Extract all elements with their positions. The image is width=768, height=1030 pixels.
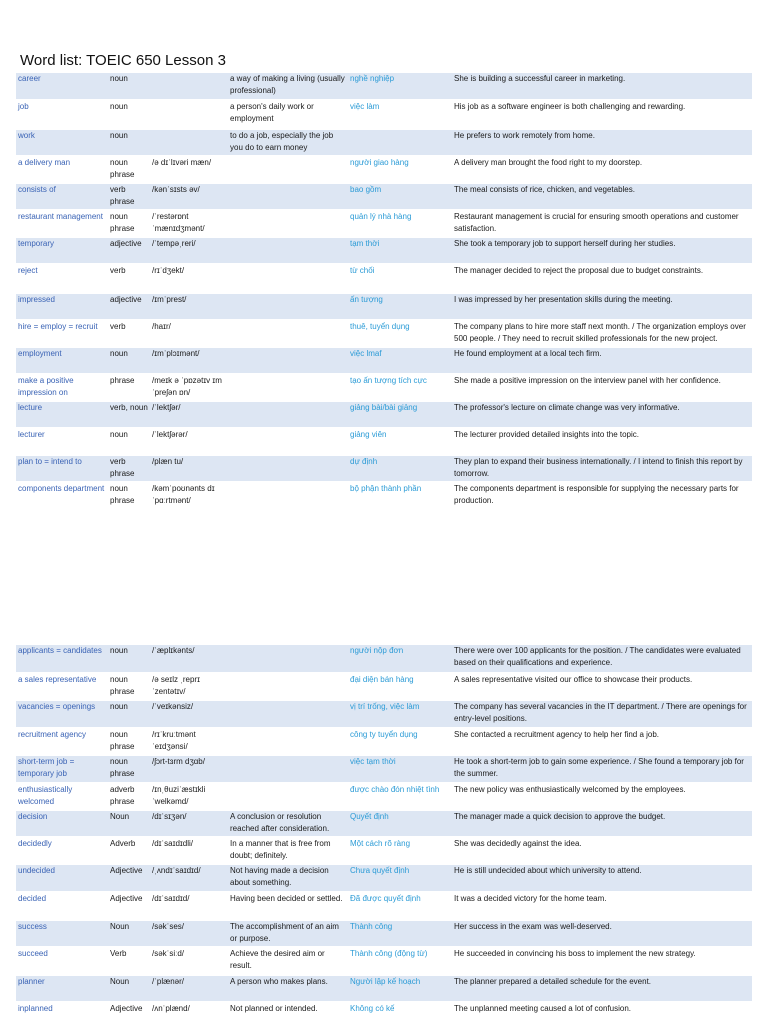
vocab-definition: A person who makes plans. [228, 975, 348, 1002]
vocab-vietnamese: thuê, tuyển dụng [348, 320, 452, 347]
vocab-pos-ipa [108, 864, 228, 892]
phonetic-transcription: /səkˈsiːd/ [152, 949, 185, 958]
vocab-word: decision [16, 810, 108, 837]
vocab-row [16, 156, 752, 183]
vocab-example: Her success in the exam was well-deserved. [452, 920, 752, 947]
vocab-word: impressed [16, 293, 108, 320]
vocab-pos-ipa [108, 482, 228, 512]
part-of-speech: noun [110, 702, 128, 711]
part-of-speech: noun [110, 430, 128, 439]
vocab-pos-ipa [108, 156, 228, 183]
vocab-definition: A conclusion or resolution reached after consideration. [228, 810, 348, 837]
vocab-definition [228, 347, 348, 374]
vocab-pos-ipa [108, 892, 228, 920]
vocab-pos-ipa [108, 947, 228, 975]
vocab-example: There were over 100 applicants for the position. / The candidates were evaluated based on their qualifications and experience. [452, 645, 752, 673]
vocab-row [16, 783, 752, 810]
vocab-definition: a person's daily work or employment [228, 100, 348, 129]
phonetic-transcription: /ʃɔrt-tɜrm dʒɑb/ [152, 757, 205, 766]
vocab-word: enthusiastically welcomed [16, 783, 108, 810]
vocab-definition: Achieve the desired aim or result. [228, 947, 348, 975]
vocab-definition [228, 755, 348, 783]
vocab-row [16, 455, 752, 482]
part-of-speech: Adjective [110, 894, 143, 903]
vocab-definition [228, 374, 348, 401]
vocab-example: A delivery man brought the food right to my doorstep. [452, 156, 752, 183]
vocab-row [16, 374, 752, 401]
phonetic-transcription: /ˈlektʃər/ [152, 403, 181, 412]
part-of-speech: noun [110, 349, 128, 358]
vocab-vietnamese: được chào đón nhiệt tình [348, 783, 452, 810]
vocab-row [16, 237, 752, 264]
vocab-vietnamese: người nộp đơn [348, 645, 452, 673]
part-of-speech: adjective [110, 239, 142, 248]
vocabulary-table-2 [16, 645, 752, 1030]
phonetic-transcription: /kənˈsɪsts əv/ [152, 185, 200, 194]
vocab-vietnamese: việc tạm thời [348, 755, 452, 783]
part-of-speech: Adjective [110, 866, 143, 875]
vocab-row [16, 100, 752, 129]
phonetic-transcription: /ə seɪlz ˌreprɪˈzentətɪv/ [152, 675, 200, 696]
vocabulary-table-1 [16, 73, 752, 513]
phonetic-transcription: /dɪˈsɪʒən/ [152, 812, 187, 821]
vocab-definition [228, 156, 348, 183]
vocab-example: I was impressed by her presentation skills during the meeting. [452, 293, 752, 320]
vocab-example: He succeeded in convincing his boss to implement the new strategy. [452, 947, 752, 975]
part-of-speech: adverb phrase [110, 785, 135, 806]
vocab-definition [228, 428, 348, 455]
vocab-vietnamese: việc lmaf [348, 347, 452, 374]
phonetic-transcription: /dɪˈsaɪdɪdli/ [152, 839, 194, 848]
vocab-pos-ipa [108, 237, 228, 264]
vocab-pos-ipa [108, 837, 228, 864]
phonetic-transcription: /ʌnˈplænd/ [152, 1004, 190, 1013]
vocab-pos-ipa [108, 293, 228, 320]
phonetic-transcription [148, 101, 228, 113]
vocab-example: She was decidedly against the idea. [452, 837, 752, 864]
vocab-definition [228, 700, 348, 728]
vocab-example: She contacted a recruitment agency to help her find a job. [452, 728, 752, 755]
vocab-example: The unplanned meeting caused a lot of confusion. [452, 1002, 752, 1029]
vocab-example: He found employment at a local tech firm. [452, 347, 752, 374]
vocab-example: The manager decided to reject the proposal due to budget constraints. [452, 264, 752, 293]
phonetic-transcription: /ɪmˈprest/ [152, 295, 187, 304]
vocab-vietnamese [348, 129, 452, 156]
phonetic-transcription: /kəmˈpoʊnənts dɪˈpɑːrtmənt/ [152, 484, 215, 505]
vocab-vietnamese: Quyết định [348, 810, 452, 837]
vocab-definition [228, 482, 348, 512]
vocab-definition [228, 673, 348, 700]
vocab-row [16, 728, 752, 755]
vocab-word: inplanned [16, 1002, 108, 1029]
part-of-speech: Verb [110, 949, 127, 958]
vocab-vietnamese: Chưa quyết định [348, 864, 452, 892]
phonetic-transcription: /ˈveɪkənsiz/ [152, 702, 194, 711]
vocab-word: restaurant management [16, 210, 108, 237]
phonetic-transcription: /rɪˈkruːtmənt ˈeɪdʒənsi/ [152, 730, 196, 751]
vocab-word: succeed [16, 947, 108, 975]
part-of-speech: phrase [110, 376, 135, 385]
vocab-pos-ipa [108, 347, 228, 374]
part-of-speech: noun phrase [110, 158, 135, 179]
vocab-example: She is building a successful career in marketing. [452, 73, 752, 100]
vocab-example: He prefers to work remotely from home. [452, 129, 752, 156]
vocab-vietnamese: người giao hàng [348, 156, 452, 183]
part-of-speech: verb [110, 266, 126, 275]
vocab-vietnamese: bộ phận thành phần [348, 482, 452, 512]
vocab-row [16, 864, 752, 892]
vocab-definition [228, 264, 348, 293]
vocab-vietnamese: từ chối [348, 264, 452, 293]
vocab-vietnamese: tạm thời [348, 237, 452, 264]
vocab-word: plan to = intend to [16, 455, 108, 482]
vocab-row [16, 401, 752, 428]
vocab-vietnamese: giảng viên [348, 428, 452, 455]
vocab-vietnamese: tạo ấn tượng tích cực [348, 374, 452, 401]
vocab-word: work [16, 129, 108, 156]
part-of-speech: noun [110, 131, 128, 140]
vocab-example: He took a short-term job to gain some experience. / She found a temporary job for the summer. [452, 755, 752, 783]
vocab-vietnamese: nghề nghiệp [348, 73, 452, 100]
vocab-pos-ipa [108, 810, 228, 837]
vocab-word: decided [16, 892, 108, 920]
vocab-example: His job as a software engineer is both challenging and rewarding. [452, 100, 752, 129]
vocab-definition [228, 401, 348, 428]
vocab-vietnamese: dự định [348, 455, 452, 482]
phonetic-transcription: /rɪˈdʒekt/ [152, 266, 185, 275]
vocab-row [16, 700, 752, 728]
phonetic-transcription: /haɪr/ [152, 322, 171, 331]
vocab-definition: Not planned or intended. [228, 1002, 348, 1029]
vocab-row [16, 810, 752, 837]
vocab-example: The company has several vacancies in the IT department. / There are openings for entry-level positions. [452, 700, 752, 728]
vocab-example: He is still undecided about which university to attend. [452, 864, 752, 892]
vocab-pos-ipa [108, 100, 228, 129]
vocab-definition: a way of making a living (usually professional) [228, 73, 348, 100]
vocab-word: decidedly [16, 837, 108, 864]
vocab-example: The manager made a quick decision to approve the budget. [452, 810, 752, 837]
vocab-row [16, 210, 752, 237]
vocab-row [16, 347, 752, 374]
vocab-definition [228, 210, 348, 237]
vocab-row [16, 755, 752, 783]
vocab-word: a delivery man [16, 156, 108, 183]
vocab-definition [228, 293, 348, 320]
vocab-vietnamese: quản lý nhà hàng [348, 210, 452, 237]
vocab-pos-ipa [108, 755, 228, 783]
vocab-vietnamese: đại diện bán hàng [348, 673, 452, 700]
vocab-definition: The accomplishment of an aim or purpose. [228, 920, 348, 947]
phonetic-transcription [148, 130, 228, 142]
part-of-speech: noun phrase [110, 212, 135, 233]
vocab-word: short-term job = temporary job [16, 755, 108, 783]
vocab-definition [228, 183, 348, 210]
vocab-vietnamese: Một cách rõ ràng [348, 837, 452, 864]
vocab-vietnamese: Thành công (động từ) [348, 947, 452, 975]
vocab-word: lecture [16, 401, 108, 428]
part-of-speech: verb, noun [110, 403, 148, 412]
vocab-word: a sales representative [16, 673, 108, 700]
vocab-word: components department [16, 482, 108, 512]
vocab-pos-ipa [108, 1002, 228, 1029]
vocab-definition: Having been decided or settled. [228, 892, 348, 920]
phonetic-transcription: /ɪnˌθuziˈæstɪkli ˈwelkəmd/ [152, 785, 206, 806]
vocab-word: recruitment agency [16, 728, 108, 755]
part-of-speech: adjective [110, 295, 142, 304]
vocab-row [16, 320, 752, 347]
vocab-vietnamese: việc làm [348, 100, 452, 129]
vocab-definition [228, 320, 348, 347]
vocab-word: applicants = candidates [16, 645, 108, 673]
phonetic-transcription: /ˈtempəˌreri/ [152, 239, 196, 248]
vocab-pos-ipa [108, 129, 228, 156]
part-of-speech: noun [110, 646, 128, 655]
vocab-word: vacancies = openings [16, 700, 108, 728]
phonetic-transcription: /plæn tu/ [152, 457, 184, 466]
vocab-row [16, 428, 752, 455]
vocab-row [16, 482, 752, 512]
vocab-word: hire = employ = recruit [16, 320, 108, 347]
vocab-vietnamese: bao gồm [348, 183, 452, 210]
phonetic-transcription: /ɪmˈplɔɪmənt/ [152, 349, 200, 358]
vocab-vietnamese: công ty tuyển dụng [348, 728, 452, 755]
phonetic-transcription: /ˈæplɪkənts/ [152, 646, 195, 655]
vocab-example: She made a positive impression on the interview panel with her confidence. [452, 374, 752, 401]
phonetic-transcription: /ˌʌndɪˈsaɪdɪd/ [152, 866, 201, 875]
vocab-pos-ipa [108, 73, 228, 100]
vocab-row [16, 673, 752, 700]
part-of-speech: noun phrase [110, 675, 135, 696]
vocab-row [16, 975, 752, 1002]
vocab-row [16, 183, 752, 210]
vocab-definition [228, 728, 348, 755]
vocab-definition [228, 783, 348, 810]
vocab-example: The components department is responsible for supplying the necessary parts for production. [452, 482, 752, 512]
vocab-vietnamese: Người lập kế hoạch [348, 975, 452, 1002]
vocab-word: consists of [16, 183, 108, 210]
phonetic-transcription: /dɪˈsaɪdɪd/ [152, 894, 190, 903]
vocab-example: The planner prepared a detailed schedule for the event. [452, 975, 752, 1002]
phonetic-transcription: /meɪk ə ˈpɒzətɪv ɪmˈpreʃən ɒn/ [152, 376, 222, 397]
vocab-word: success [16, 920, 108, 947]
phonetic-transcription: /ˈlektʃərər/ [152, 430, 188, 439]
vocab-word: temporary [16, 237, 108, 264]
vocab-example: Restaurant management is crucial for ensuring smooth operations and customer satisfaction. [452, 210, 752, 237]
vocab-pos-ipa [108, 401, 228, 428]
part-of-speech: verb phrase [110, 457, 135, 478]
vocab-word: lecturer [16, 428, 108, 455]
vocab-example: They plan to expand their business internationally. / I intend to finish this report by tomorrow. [452, 455, 752, 482]
vocab-word: undecided [16, 864, 108, 892]
vocab-example: She took a temporary job to support herself during her studies. [452, 237, 752, 264]
vocab-word: employment [16, 347, 108, 374]
vocab-definition: In a manner that is free from doubt; definitely. [228, 837, 348, 864]
vocab-row [16, 73, 752, 100]
vocab-word: reject [16, 264, 108, 293]
vocab-row [16, 947, 752, 975]
vocab-pos-ipa [108, 210, 228, 237]
vocab-pos-ipa [108, 728, 228, 755]
vocab-pos-ipa [108, 783, 228, 810]
vocab-vietnamese: ấn tượng [348, 293, 452, 320]
vocab-example: The lecturer provided detailed insights into the topic. [452, 428, 752, 455]
part-of-speech: Adjective [110, 1004, 143, 1013]
phonetic-transcription: /ə dɪˈlɪvəri mæn/ [152, 158, 212, 167]
vocab-definition [228, 237, 348, 264]
page-title: Word list: TOEIC 650 Lesson 3 [20, 52, 226, 69]
vocab-pos-ipa [108, 645, 228, 673]
vocab-vietnamese: Thành công [348, 920, 452, 947]
part-of-speech: noun phrase [110, 730, 135, 751]
vocab-word: career [16, 73, 108, 100]
part-of-speech: noun [110, 102, 128, 111]
vocab-word: make a positive impression on [16, 374, 108, 401]
vocab-pos-ipa [108, 700, 228, 728]
vocab-pos-ipa [108, 320, 228, 347]
vocab-row [16, 293, 752, 320]
phonetic-transcription: /səkˈses/ [152, 922, 185, 931]
part-of-speech: noun [110, 74, 128, 83]
vocab-example: The professor's lecture on climate change was very informative. [452, 401, 752, 428]
vocab-pos-ipa [108, 455, 228, 482]
vocab-vietnamese: Không có kế [348, 1002, 452, 1029]
part-of-speech: Noun [110, 812, 130, 821]
vocab-example: The company plans to hire more staff next month. / The organization employs over 500 people. / They need to recruit skilled professionals for the new project. [452, 320, 752, 347]
part-of-speech: Adverb [110, 839, 136, 848]
vocab-row [16, 129, 752, 156]
vocab-definition: Not having made a decision about something. [228, 864, 348, 892]
vocab-pos-ipa [108, 374, 228, 401]
phonetic-transcription: /ˈrestərɒnt ˈmænɪdʒmənt/ [152, 212, 205, 233]
vocab-example: A sales representative visited our office to showcase their products. [452, 673, 752, 700]
phonetic-transcription [148, 73, 228, 85]
vocab-pos-ipa [108, 428, 228, 455]
vocab-vietnamese: giảng bài/bài giảng [348, 401, 452, 428]
vocab-row [16, 920, 752, 947]
vocab-pos-ipa [108, 975, 228, 1002]
vocab-pos-ipa [108, 673, 228, 700]
part-of-speech: Noun [110, 977, 130, 986]
vocab-definition [228, 455, 348, 482]
part-of-speech: verb [110, 322, 126, 331]
vocab-definition: to do a job, especially the job you do to earn money [228, 129, 348, 156]
vocab-row [16, 1002, 752, 1029]
phonetic-transcription: /ˈplænər/ [152, 977, 185, 986]
vocab-row [16, 645, 752, 673]
vocab-word: job [16, 100, 108, 129]
vocab-row [16, 264, 752, 293]
vocab-pos-ipa [108, 183, 228, 210]
vocab-example: The meal consists of rice, chicken, and vegetables. [452, 183, 752, 210]
vocab-example: The new policy was enthusiastically welcomed by the employees. [452, 783, 752, 810]
vocab-pos-ipa [108, 920, 228, 947]
vocab-row [16, 837, 752, 864]
vocab-row [16, 892, 752, 920]
vocab-example: It was a decided victory for the home team. [452, 892, 752, 920]
vocab-word: planner [16, 975, 108, 1002]
vocab-definition [228, 645, 348, 673]
vocab-vietnamese: Đã được quyết định [348, 892, 452, 920]
vocab-vietnamese: vị trí trống, việc làm [348, 700, 452, 728]
part-of-speech: noun phrase [110, 484, 135, 505]
part-of-speech: noun phrase [110, 757, 135, 778]
vocab-pos-ipa [108, 264, 228, 293]
part-of-speech: verb phrase [110, 185, 135, 206]
part-of-speech: Noun [110, 922, 130, 931]
